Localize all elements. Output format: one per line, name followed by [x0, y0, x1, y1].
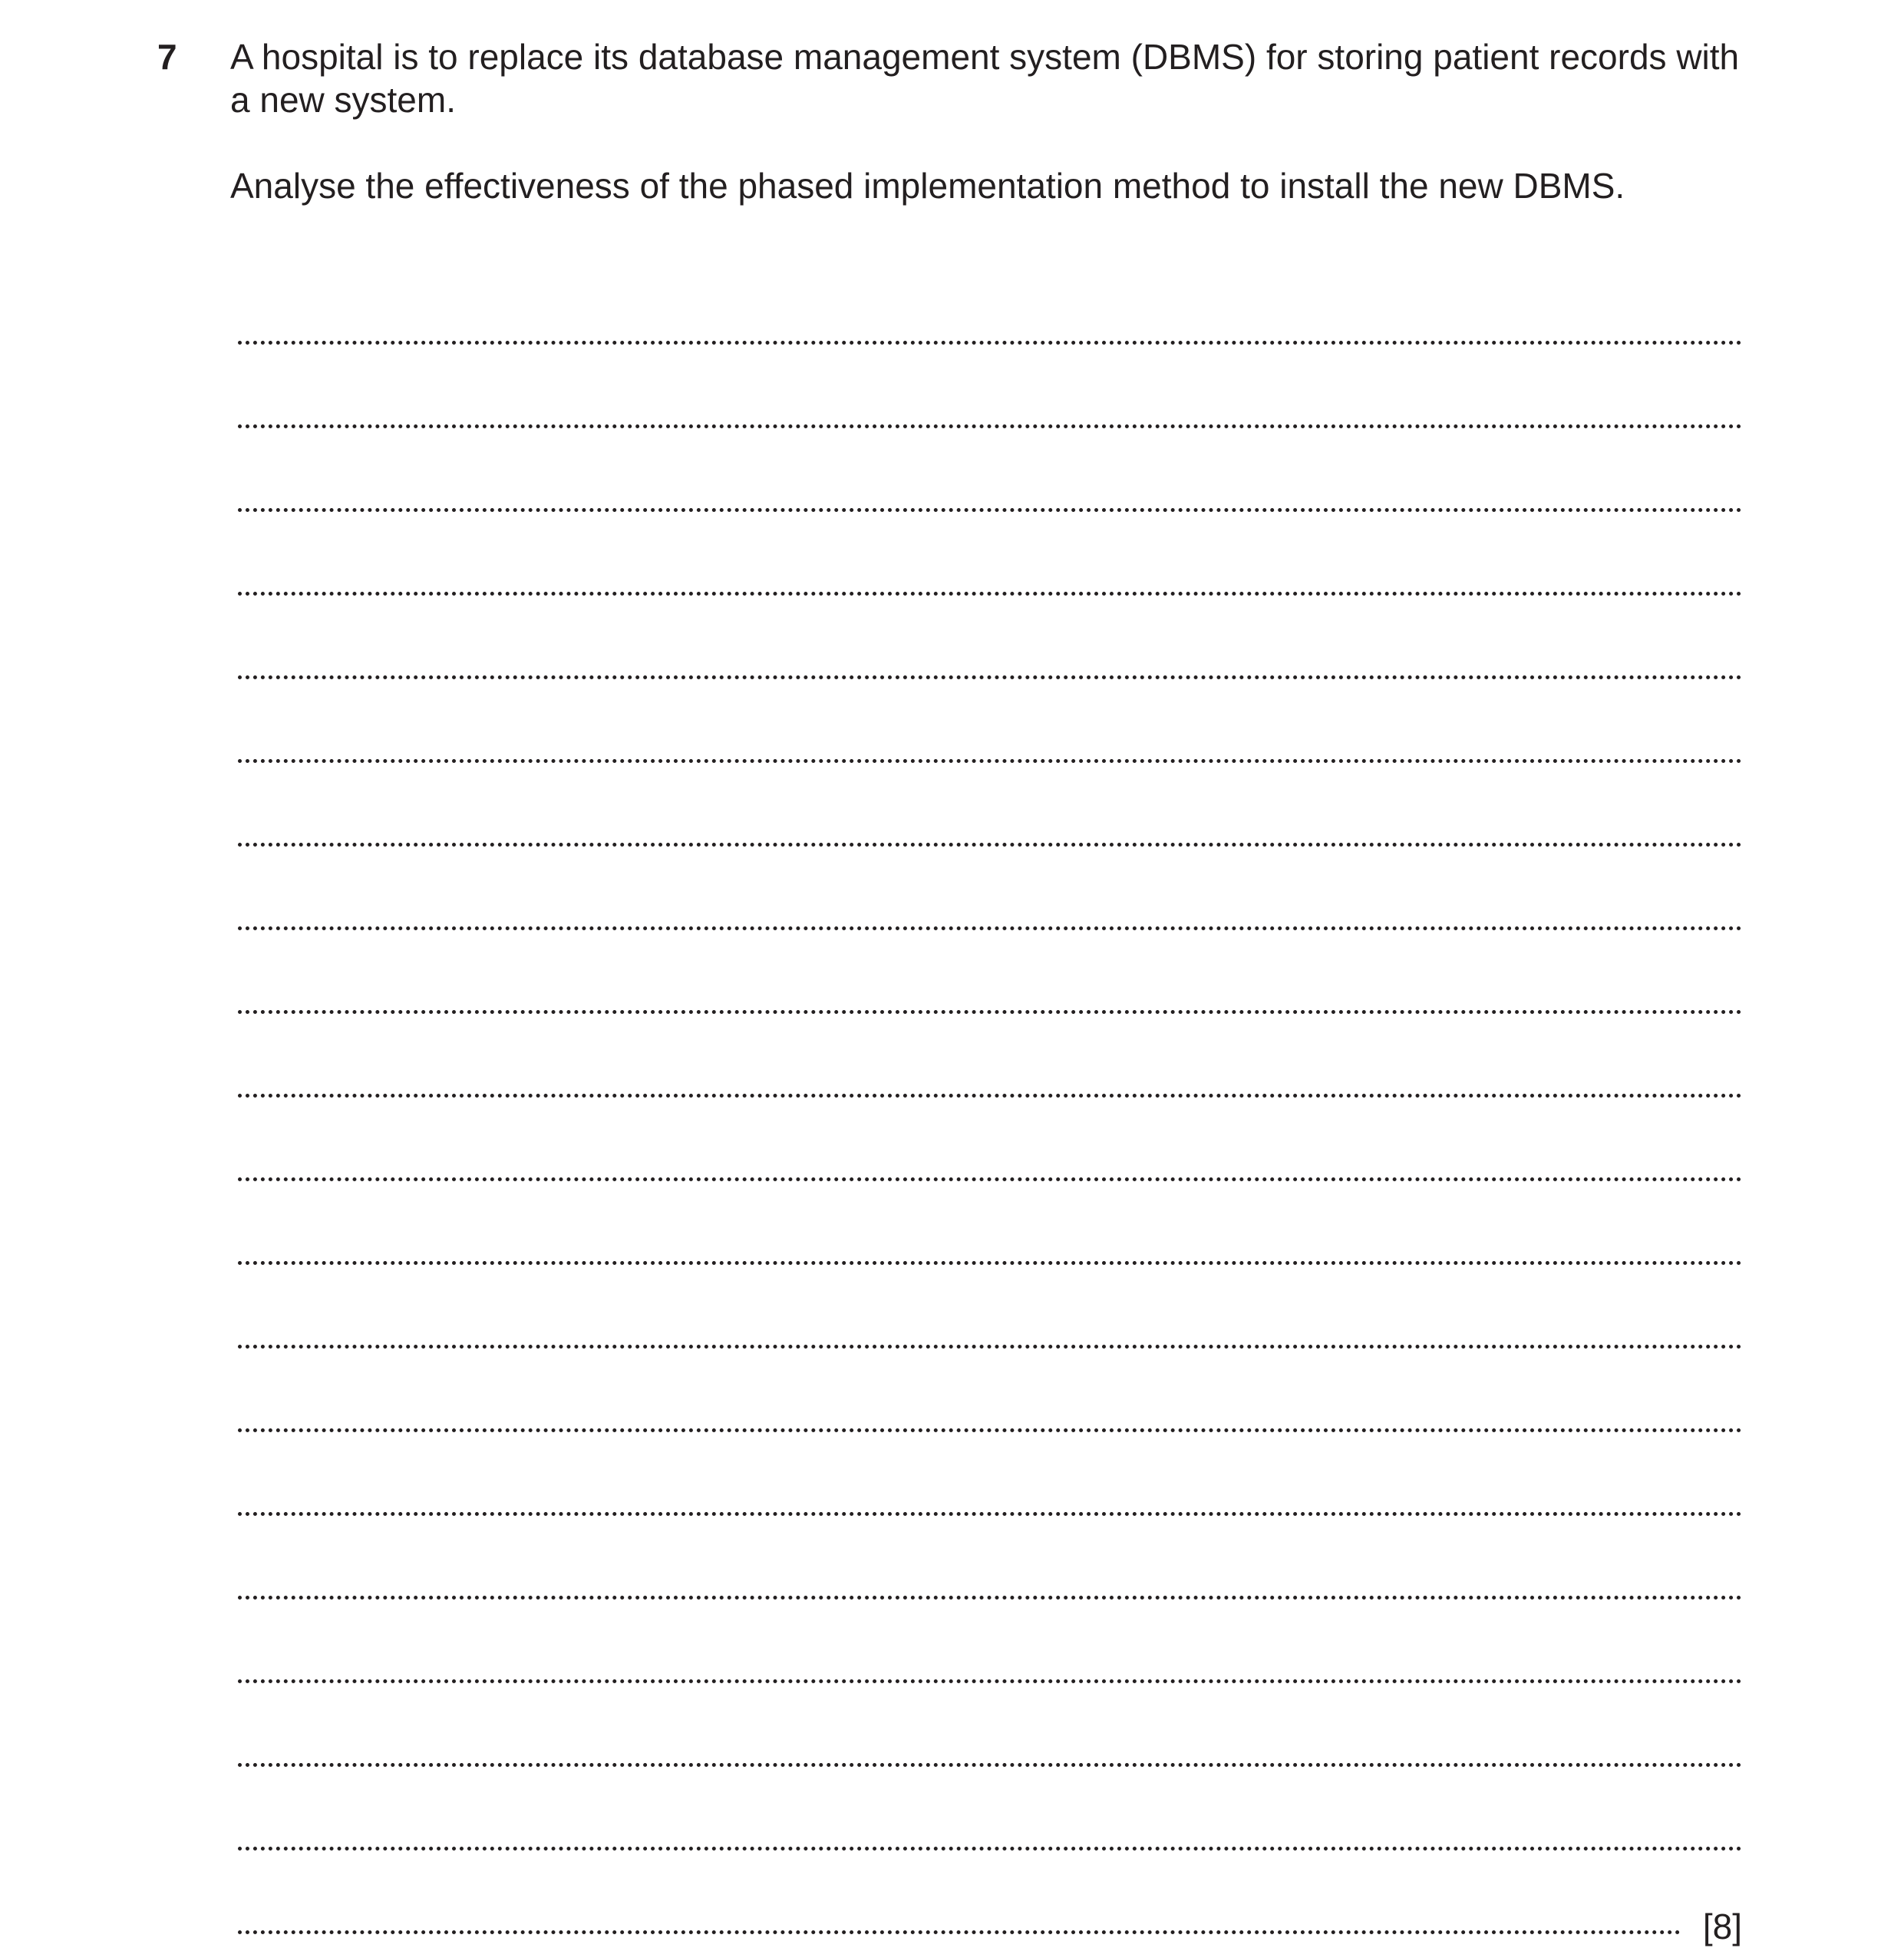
answer-line[interactable]: [238, 1516, 1742, 1600]
answer-line[interactable]: [238, 1265, 1742, 1349]
answer-line[interactable]: [238, 847, 1742, 930]
answer-line[interactable]: [238, 1851, 1742, 1946]
answer-line[interactable]: [238, 261, 1742, 345]
answer-line[interactable]: [238, 1349, 1742, 1432]
answer-line[interactable]: [238, 1014, 1742, 1098]
marks-label: [8]: [1702, 1907, 1742, 1946]
answer-line[interactable]: [238, 1683, 1742, 1767]
answer-line[interactable]: [238, 345, 1742, 428]
answer-line[interactable]: [238, 763, 1742, 847]
answer-area[interactable]: [238, 261, 1742, 1946]
answer-line[interactable]: [238, 1181, 1742, 1265]
question-stem: A hospital is to replace its database management system (DBMS) for storing patient records with a new system.: [230, 37, 1740, 120]
answer-line[interactable]: [238, 679, 1742, 763]
question-text: [230, 35, 1765, 207]
answer-line[interactable]: [238, 930, 1742, 1014]
dotted-rule: [238, 1930, 1681, 1934]
answer-line[interactable]: [238, 1767, 1742, 1851]
answer-line[interactable]: [238, 1600, 1742, 1683]
question-number: 7: [157, 37, 177, 77]
answer-line[interactable]: [238, 1432, 1742, 1516]
answer-line[interactable]: [238, 596, 1742, 679]
answer-line[interactable]: [238, 428, 1742, 512]
answer-line[interactable]: [238, 1098, 1742, 1181]
answer-line[interactable]: [238, 512, 1742, 596]
question-instruction: Analyse the effectiveness of the phased implementation method to install the new DBMS.: [230, 166, 1625, 206]
